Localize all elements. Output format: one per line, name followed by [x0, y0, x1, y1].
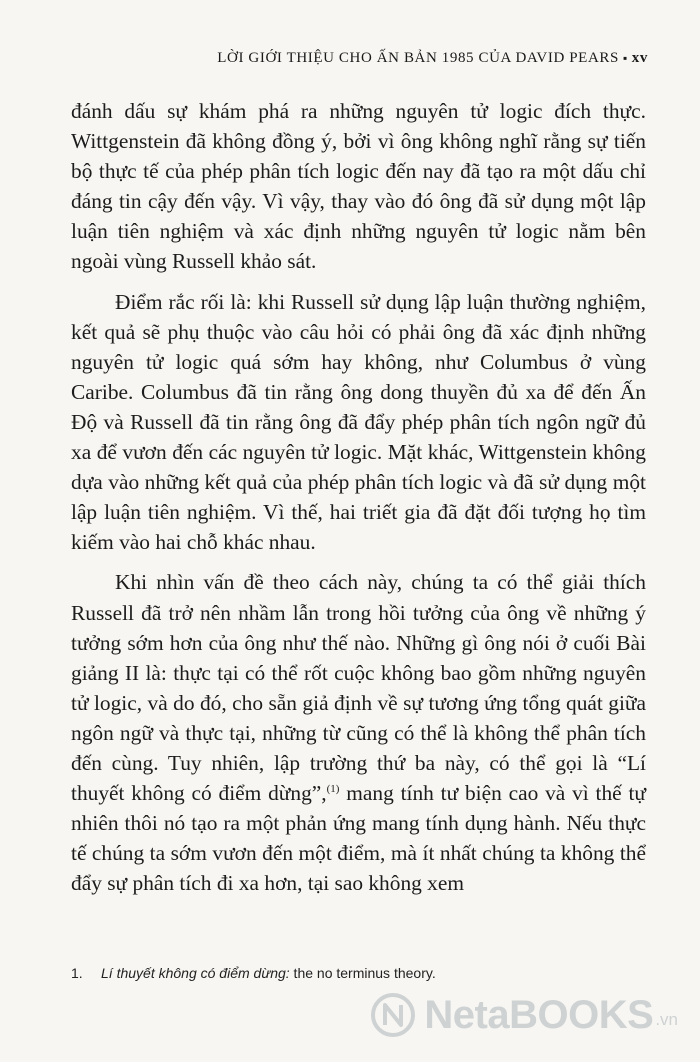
paragraph-1: đánh dấu sự khám phá ra những nguyên tử logic đích thực. Wittgenstein đã không đồng ý, bởi vì ông không nghĩ rằng sự tiến bộ thực tế của phép phân tích logic đến nay đã tạo ra một dấu chỉ đáng tin cậy đến vậy. Vì vậy, thay vào đó ông đã sử dụng một lập luận tiên nghiệm và xác định những nguyên tử logic nằm bên ngoài vùng Russell khảo sát. [71, 99, 646, 274]
watermark-suffix: .vn [655, 1010, 678, 1029]
header-separator: ▪ [622, 51, 628, 65]
watermark-text: NetaBOOKS [424, 992, 654, 1037]
paragraph-3 [71, 567, 646, 898]
paragraph-3-text-end: mang tính tư biện cao và vì thế tự nhiên thôi nó tạo ra một phản ứng mang tính dụng hành. Nếu thực tế chúng ta sớm vươn đến một điểm, mà ít nhất chúng ta không thể đẩy sự phân tích đi xa hơn, tại sao không xem [71, 781, 646, 896]
netabooks-logo-icon [370, 992, 416, 1038]
footnote-number: 1. [71, 965, 83, 981]
footnote-translation: the no terminus theory. [289, 965, 436, 981]
main-text [71, 96, 646, 898]
paragraph-2: Điểm rắc rối là: khi Russell sử dụng lập luận thường nghiệm, kết quả sẽ phụ thuộc vào câu hỏi có phải ông đã xác định những nguyên tử logic quá sớm hay không, như Columbus ở vùng Caribe. Columbus đã tin rằng ông dong thuyền đủ xa để đến Ấn Độ và Russell đã tin rằng ông đã đẩy phép phân tích ngôn ngữ đủ xa để vươn đến các nguyên tử logic. Mặt khác, Wittgenstein không dựa vào những kết quả của phép phân tích logic và đã sử dụng một lập luận tiên nghiệm. Vì thế, hai triết gia đã đặt đối tượng họ tìm kiếm vào hai chỗ khác nhau. [71, 289, 646, 555]
paragraph-3-text-start: Khi nhìn vấn đề theo cách này, chúng ta có thể giải thích Russell đã trở nên nhầm lẫn trong hồi tưởng của ông về những ý tưởng sớm hơn của ông như thế nào. Những gì ông nói ở cuối Bài giảng II là: thực tại có thể rốt cuộc không bao gồm những nguyên tử logic, và do đó, cho sẵn giả định về sự tương ứng tổng quát giữa ngôn ngữ và thực tại, những từ cũng có thể là không thể phân tích đến cùng. Tuy nhiên, lập trường thứ ba này, có thể gọi là “Lí thuyết không có điểm dừng”, [71, 570, 646, 806]
page-number: xv [631, 50, 648, 66]
header-title: LỜI GIỚI THIỆU CHO ẤN BẢN 1985 CỦA DAVID PEARS [217, 50, 619, 66]
running-header [217, 50, 648, 67]
netabooks-watermark [370, 992, 678, 1038]
footnote [71, 965, 646, 981]
footnote-reference: (1) [326, 783, 340, 796]
footnote-term: Lí thuyết không có điểm dừng: [101, 965, 290, 981]
